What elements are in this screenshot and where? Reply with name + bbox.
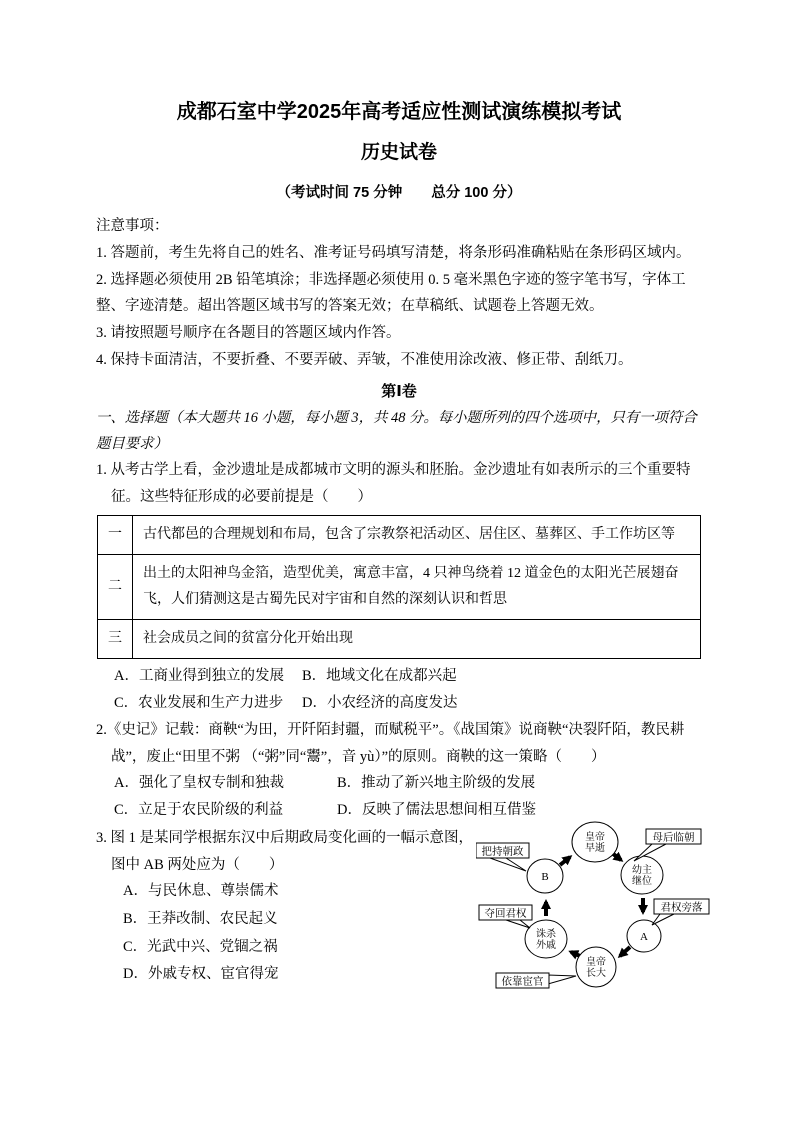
notice-heading: 注意事项： — [96, 218, 169, 234]
question-3-block — [96, 825, 702, 1033]
question-1-text: 1. 从考古学上看，金沙遗址是成都城市文明的源头和胚胎。金沙遗址有如表所示的三个重要特征。这些特征形成的必要前提是（ ） — [96, 462, 691, 505]
question-2-option-a: A．强化了皇权专制和独裁 — [114, 775, 284, 792]
cycle-node-blank-b — [527, 859, 563, 893]
notice-item-4: 4. 保持卡面清洁，不要折叠、不要弄破、弄皱，不准使用涂改液、修正带、刮纸刀。 — [96, 351, 633, 368]
svg-text:夺回君权: 夺回君权 — [484, 908, 527, 920]
svg-text:把持朝政: 把持朝政 — [481, 846, 524, 858]
section-header: 一、选择题（本大题共 16 小题，每小题 3，共 48 分。每小题所列的四个选项中，只有一项符合题目要求） — [96, 409, 697, 453]
table-row-3-text: 社会成员之间的贫富分化开始出现 — [133, 620, 701, 659]
question-3-left-column — [96, 825, 486, 988]
table-row-1-text: 古代都邑的合理规划和布局，包含了宗教祭祀活动区、居住区、墓葬区、手工作坊区等 — [133, 516, 701, 555]
question-2-option-d: D．反映了儒法思想间相互借鉴 — [337, 802, 536, 819]
callout-rely-on-eunuchs — [496, 973, 576, 988]
svg-text:依靠宦官: 依靠宦官 — [501, 976, 544, 988]
question-2-text: 2.《史记》记载：商鞅“为田，开阡陌封疆，而赋税平”。《战国策》说商鞅“决裂阡陌，教民耕战”，废止“田里不粥 （“粥”同“鬻”，音 yù）”的原则。商鞅的这一策略（ ） — [96, 722, 685, 765]
table-row-1-number: 一 — [98, 516, 133, 555]
cycle-arrow-b-to-death — [560, 857, 570, 865]
table-row-2-text: 出土的太阳神鸟金箔，造型优美，寓意丰富，4 只神鸟绕着 12 道金色的太阳光芒展翅奋飞，人们猜测这是古蜀先民对宇宙和自然的深刻认识和哲思 — [133, 555, 701, 620]
svg-text:诛杀外戚: 诛杀外戚 — [536, 929, 556, 952]
exam-time-score-info: （考试时间 75 分钟 总分 100 分） — [276, 185, 522, 201]
cycle-node-blank-a — [627, 920, 661, 952]
cycle-node-emperor-early-death — [572, 822, 618, 862]
question-3-text: 3. 图 1 是某同学根据东汉中后期政局变化画的一幅示意图，图中 AB 两处应为（ ） — [96, 830, 473, 873]
table-row-2 — [98, 555, 701, 620]
question-2-options-row-1 — [96, 770, 702, 797]
question-1-options-row-1 — [96, 663, 702, 690]
notice-section — [96, 213, 702, 374]
question-2-option-c: C．立足于农民阶级的利益 — [114, 802, 284, 819]
callout-reclaim-power — [479, 905, 532, 928]
cycle-arrow-a-to-grown — [620, 947, 630, 956]
cycle-node-young-heir-succeeds — [621, 856, 663, 894]
question-3-option-d: D．外戚专权、宦官得宠 — [123, 966, 279, 983]
table-row-3 — [98, 620, 701, 659]
svg-text:皇帝长大: 皇帝长大 — [586, 957, 606, 980]
cycle-node-emperor-grows-up — [576, 947, 616, 987]
exam-title: 成都石室中学2025年高考适应性测试演练模拟考试 — [176, 101, 622, 123]
svg-text:君权旁落: 君权旁落 — [660, 902, 703, 914]
question-3-option-b: B．王莽改制、农民起义 — [123, 910, 278, 927]
question-1-option-d: D．小农经济的高度发达 — [302, 695, 458, 712]
notice-item-2: 2. 选择题必须使用 2B 铅笔填涂；非选择题必须使用 0. 5 毫米黑色字迹的签字笔书写，字体工整、字迹清楚。超出答题区域书写的答案无效；在草稿纸、试题卷上答题无效。 — [96, 271, 686, 315]
table-row-3-number: 三 — [98, 620, 133, 659]
svg-text:皇帝早逝: 皇帝早逝 — [585, 832, 605, 855]
question-3-option-c: C．光武中兴、党锢之祸 — [123, 938, 278, 955]
notice-item-1: 1. 答题前，考生先将自己的姓名、准考证号码填写清楚，将条形码准确粘贴在条形码区域内。 — [96, 244, 691, 261]
jinsha-features-table — [97, 515, 701, 659]
question-3-option-a: A．与民休息、尊崇儒术 — [123, 883, 279, 900]
question-3-options — [96, 878, 486, 988]
callout-monarch-power-slips — [652, 899, 709, 925]
svg-text:B: B — [541, 871, 549, 884]
eastern-han-politics-cycle-figure — [476, 815, 716, 1021]
svg-text:幼主继位: 幼主继位 — [632, 865, 652, 888]
svg-text:A: A — [640, 931, 648, 944]
callout-empress-dowager-rules — [634, 829, 701, 861]
cycle-node-kill-consort-kin — [525, 920, 567, 958]
question-1-options-row-2 — [96, 690, 702, 717]
table-row-1 — [98, 516, 701, 555]
question-2-option-b: B．推动了新兴地主阶级的发展 — [337, 775, 536, 792]
question-1-option-a: A．工商业得到独立的发展 — [114, 668, 284, 685]
cycle-arrow-grown-to-kill — [571, 952, 580, 956]
table-row-2-number: 二 — [98, 555, 133, 620]
callout-control-court — [476, 843, 529, 871]
exam-subject: 历史试卷 — [360, 142, 437, 163]
svg-text:母后临朝: 母后临朝 — [652, 832, 695, 844]
question-1-option-b: B．地域文化在成都兴起 — [302, 668, 457, 685]
question-1-option-c: C．农业发展和生产力进步 — [114, 695, 284, 712]
notice-item-3: 3. 请按照题号顺序在各题目的答题区域内作答。 — [96, 325, 401, 342]
part1-title: 第Ⅰ卷 — [381, 382, 417, 400]
